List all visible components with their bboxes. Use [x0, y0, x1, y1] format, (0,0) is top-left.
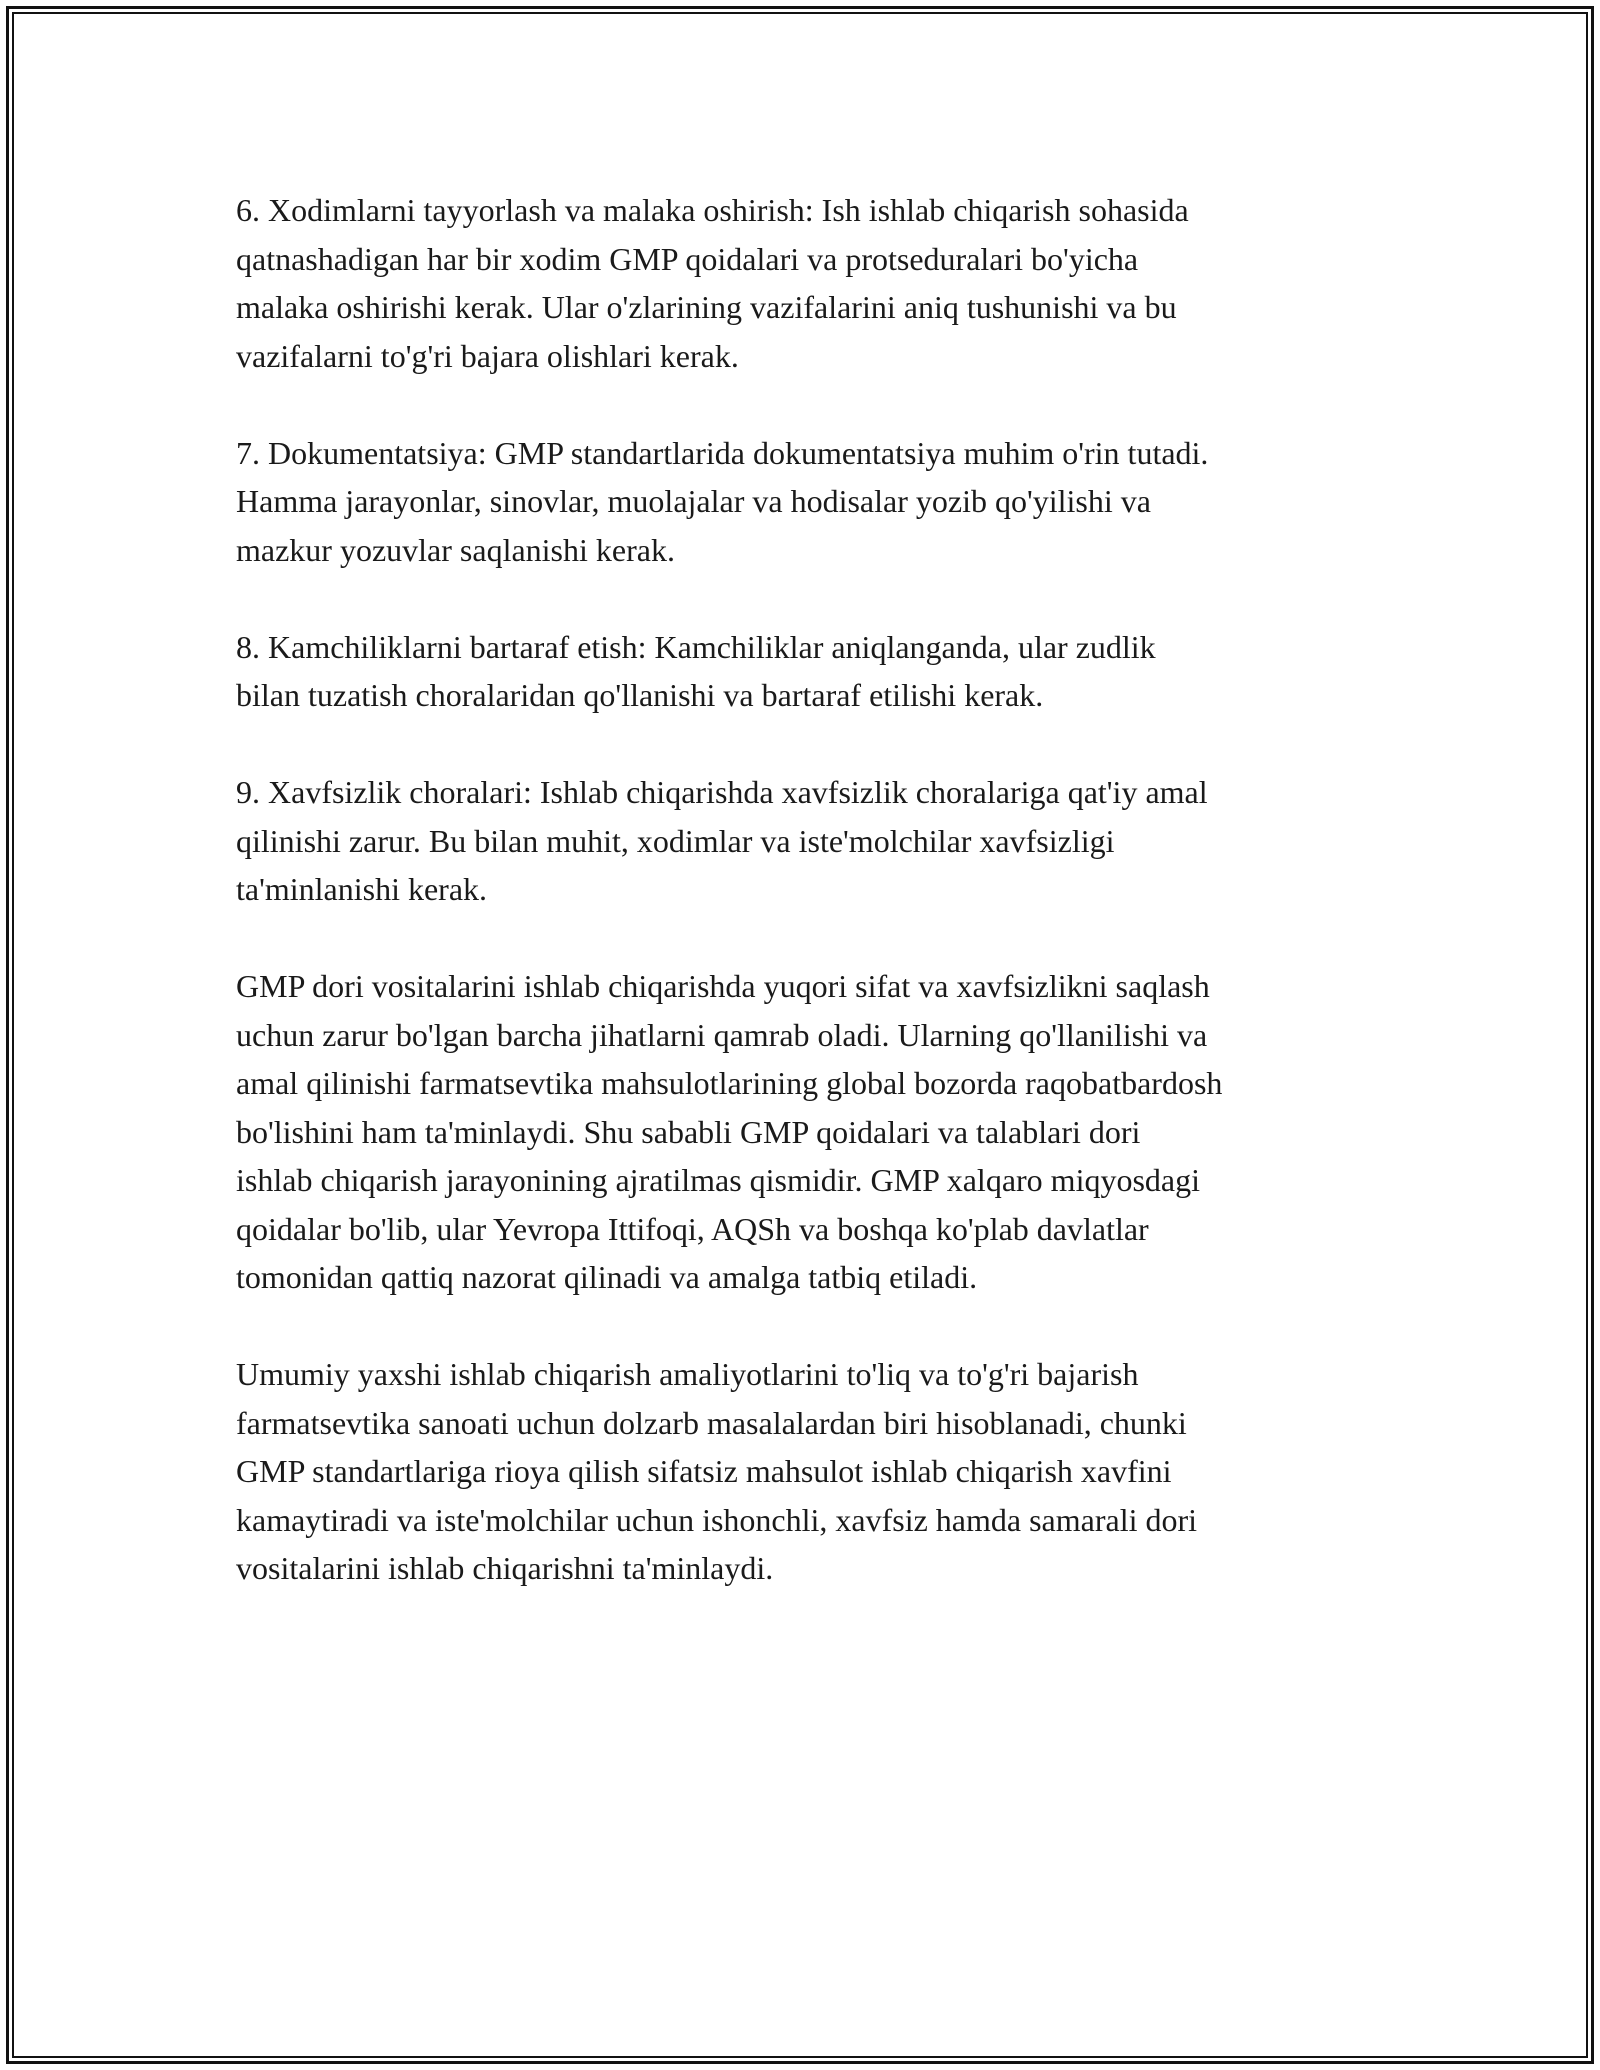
paragraph-safety-measures: 9. Xavfsizlik choralari: Ishlab chiqarishda xavfsizlik choralariga qat'iy amal qilinishi zarur. Bu bilan muhit, xodimlar va iste'molchilar xavfsizligi ta'minlanishi kerak. [236, 774, 1208, 907]
paragraph-deficiency-correction: 8. Kamchiliklarni bartaraf etish: Kamchiliklar aniqlanganda, ular zudlik bilan tuzatish choralaridan qo'llanishi va bartaraf etilishi kerak. [236, 628, 1156, 713]
document-body [236, 186, 1386, 1641]
paragraph-conclusion: Umumiy yaxshi ishlab chiqarish amaliyotlarini to'liq va to'g'ri bajarish farmatsevtika sanoati uchun dolzarb masalalardan biri hisoblanadi, chunki GMP standartlariga rioya qilish sifatsiz mahsulot ishlab chiqarish xavfini kamaytiradi va iste'molchilar uchun ishonchli, xavfsiz hamda samarali dori vositalarini ishlab chiqarishni ta'minlaydi. [236, 1356, 1198, 1586]
paragraph-staff-training: 6. Xodimlarni tayyorlash va malaka oshirish: Ish ishlab chiqarish sohasida qatnashadigan har bir xodim GMP qoidalari va protseduralari bo'yicha malaka oshirishi kerak. Ular o'zlarining vazifalarini aniq tushunishi va bu vazifalarni to'g'ri bajara olishlari kerak. [236, 192, 1189, 374]
paragraph-documentation: 7. Dokumentatsiya: GMP standartlarida dokumentatsiya muhim o'rin tutadi. Hamma jarayonlar, sinovlar, muolajalar va hodisalar yozib qo'yilishi va mazkur yozuvlar saqlanishi kerak. [236, 434, 1209, 568]
paragraph-gmp-overview: GMP dori vositalarini ishlab chiqarishda yuqori sifat va xavfsizlikni saqlash uchun zarur bo'lgan barcha jihatlarni qamrab oladi. Ularning qo'llanilishi va amal qilinishi farmatsevtika mahsulotlarining global bozorda raqobatbardosh bo'lishini ham ta'minlaydi. Shu sababli GMP qoidalari va talablari dori ishlab chiqarish jarayonining ajratilmas qismidir. GMP xalqaro miqyosdagi qoidalar bo'lib, ular Yevropa Ittifoqi, AQSh va boshqa ko'plab davlatlar tomonidan qattiq nazorat qilinadi va amalga tatbiq etiladi. [236, 968, 1223, 1295]
